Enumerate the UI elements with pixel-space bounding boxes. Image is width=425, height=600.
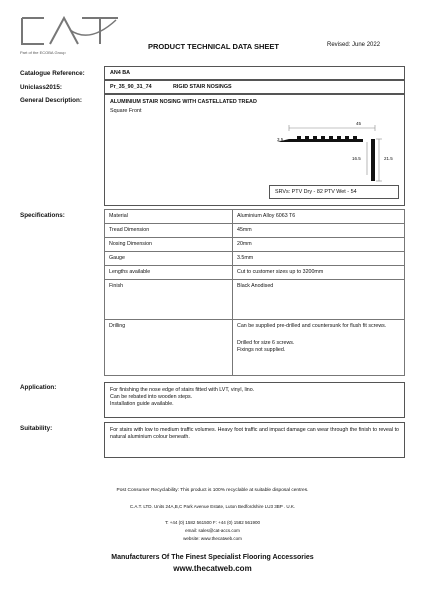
suitability-text: For stairs with low to medium traffic volumes. Heavy foot traffic and impact damage can wear through the finish to reveal to natural aluminium colour beneath.	[110, 427, 399, 440]
dim-height: 21.5	[384, 156, 393, 161]
label-suitability: Suitability:	[20, 425, 53, 432]
description-title: ALUMINIUM STAIR NOSING WITH CASTELLATED TREAD	[110, 99, 257, 105]
spec-table	[104, 209, 405, 376]
application-box	[104, 382, 405, 418]
website: website: www.thecatweb.com	[183, 536, 242, 541]
drilling-text: Can be supplied pre-drilled and countersunk for flush fit screws.	[237, 323, 387, 329]
table-row: Lengths available Cut to customer sizes up to 3200mm	[105, 266, 405, 280]
application-line-2: Can be rebated into wooden steps.	[110, 394, 193, 400]
table-row: Gauge 3.5mm	[105, 252, 405, 266]
drilling-size: Drilled for size 6 screws.	[237, 340, 295, 346]
srv-box: SRVs: PTV Dry - 82 PTV Wet - 54	[269, 185, 399, 199]
description-box	[104, 94, 405, 206]
dim-width: 45	[356, 121, 362, 126]
catalogue-value: AN4 BA	[110, 70, 131, 76]
page-title: PRODUCT TECHNICAL DATA SHEET	[148, 42, 279, 51]
table-row: Finish Black Anodised	[105, 280, 405, 320]
address: C.A.T. LTD. Units 24A,B,C Park Avenue Estate, Luton Bedfordshire LU3 3BP . U.K.	[129, 504, 296, 509]
table-row: Material Aluminium Alloy 6063 T6	[105, 210, 405, 224]
revised-date: Revised: June 2022	[327, 42, 381, 48]
drilling-fixings: Fixings not supplied.	[237, 347, 286, 353]
dim-gauge: 3.5	[277, 137, 284, 142]
application-line-1: For finishing the nose edge of stairs fitted with LVT, vinyl, lino.	[110, 387, 255, 393]
application-line-3: Installation guide available.	[110, 401, 174, 407]
table-row: Nosing Dimension 20mm	[105, 238, 405, 252]
uniclass-code: Pr_35_90_31_74	[110, 84, 152, 90]
email: email: sales@cat-accs.com	[185, 528, 240, 533]
uniclass-desc: RIGID STAIR NOSINGS	[173, 84, 232, 90]
tagline: Manufacturers Of The Finest Specialist Flooring Accessories	[111, 554, 314, 561]
description-subtitle: Square Front	[110, 108, 142, 114]
table-row: Drilling Can be supplied pre-drilled and countersunk for flush fit screws. Drilled for size 6 screws. Fixings not supplied.	[105, 320, 405, 376]
recyclability-note: Post Consumer Recyclability: This product is 100% recyclable at suitable disposal centres.	[116, 488, 309, 493]
footer-url[interactable]: www.thecatweb.com	[173, 564, 252, 573]
label-specifications: Specifications:	[20, 212, 65, 219]
dim-inner: 16.5	[352, 156, 361, 161]
uniclass-box	[104, 80, 405, 94]
table-row: Tread Dimension 45mm	[105, 224, 405, 238]
catalogue-box	[104, 66, 405, 80]
suitability-box	[104, 422, 405, 458]
label-general: General Description:	[20, 97, 82, 104]
label-catalogue: Catalogue Reference:	[20, 70, 85, 77]
label-uniclass: Uniclass2015:	[20, 84, 63, 91]
phone-fax: T: +44 (0) 1582 561500 F: +44 (0) 1582 561900	[164, 520, 261, 525]
logo-subtitle: Part of the ECOBA Group	[20, 50, 66, 55]
label-application: Application:	[20, 384, 57, 391]
cat-logo	[20, 14, 120, 50]
